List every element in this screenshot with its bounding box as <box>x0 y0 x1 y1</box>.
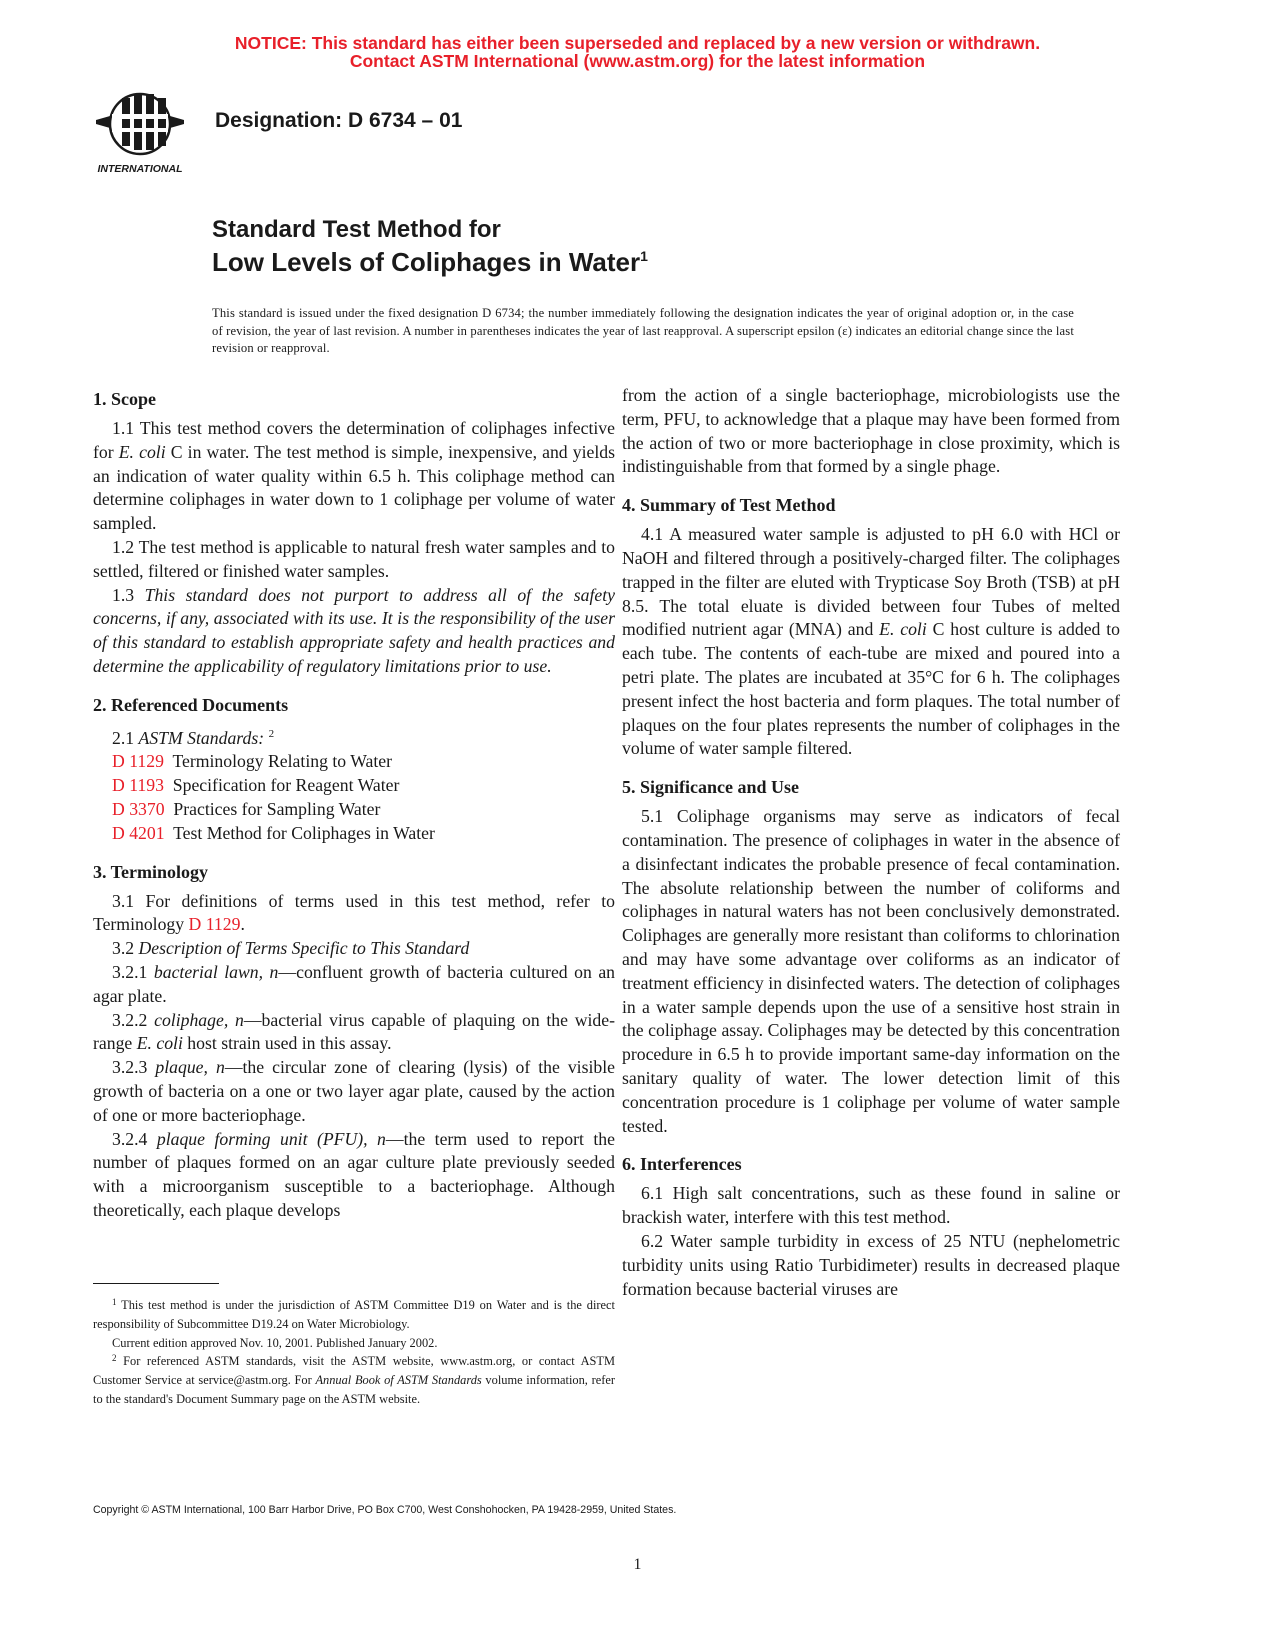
reference-item: D 1129 Terminology Relating to Water <box>112 751 392 772</box>
e-coli-text: E. coli <box>118 441 166 462</box>
footnote-ref-2[interactable]: 2 <box>268 727 275 740</box>
term-pfu-continued: from the action of a single bacteriophage, microbiologists use the term, PFU, to acknowledge that a plaque may have been formed from the action of two or more bacteriophage in close proximity, which is indistinguishable from that formed by a single phage. <box>622 385 1120 477</box>
paragraph-2-1: 2.1 ASTM Standards: $^2$ <box>112 727 275 748</box>
footnote-1: $^1$ This test method is under the jurisdiction of ASTM Committee D19 on Water and is the direct responsibility of Subcommittee D19.24 on Water Microbiology. <box>93 1297 615 1331</box>
reference-item: D 1193 Specification for Reagent Water <box>112 775 400 796</box>
reference-link[interactable]: D 4201 <box>112 822 165 843</box>
title-line-2 <box>212 246 648 278</box>
section-heading-scope: 1. Scope <box>93 389 156 409</box>
logo-wordmark: INTERNATIONAL <box>97 163 183 175</box>
section-heading-interferences: 6. Interferences <box>622 1154 742 1175</box>
notice-line-1: NOTICE: This standard has either been superseded and replaced by a new version or withdrawn. <box>234 33 1041 53</box>
page-number: 1 <box>633 1556 642 1573</box>
term-plaque: 3.2.3 plaque, n—the circular zone of clearing (lysis) of the visible growth of bacteria on a one or two layer agar plate, caused by the action of one or more bacteriophage. <box>93 1057 616 1125</box>
reference-item: D 3370 Practices for Sampling Water <box>112 799 381 820</box>
section-heading-terminology: 3. Terminology <box>93 861 209 882</box>
footnote-2: $^2$ For referenced ASTM standards, visit the ASTM website, www.astm.org, or contact ASTM Customer Service at service@astm.org. For Annual Book of ASTM Standards volume information, refer to the standard's Document Summary page on the ASTM website. <box>93 1353 615 1406</box>
footnote-divider <box>93 1283 219 1284</box>
section-heading-summary: 4. Summary of Test Method <box>622 495 836 516</box>
reference-link[interactable]: D 1129 <box>188 914 241 935</box>
right-column <box>622 384 1120 1301</box>
designation: Designation: D 6734 – 01 <box>215 109 463 132</box>
section-heading-referenced-documents: 2. Referenced Documents <box>93 694 289 715</box>
reference-link[interactable]: D 1129 <box>112 751 164 772</box>
paragraph-1-1: 1.1 This test method covers the determination of coliphages infective for E. coli C in water. The test method is simple, inexpensive, and yields an indication of water quality within 6.5 h. This coliphage method can determine coliphages in water down to 1 coliphage per volume of water sampled. <box>93 418 616 534</box>
paragraph-1-2: 1.2 The test method is applicable to natural fresh water samples and to settled, filtered or finished water samples. <box>93 536 615 581</box>
copyright-notice: Copyright © ASTM International, 100 Barr Harbor Drive, PO Box C700, West Conshohocken, PA 19428-2959, United States. <box>93 1504 677 1516</box>
footnote-1-edition: Current edition approved Nov. 10, 2001. Published January 2002. <box>112 1335 438 1350</box>
reference-link[interactable]: D 1193 <box>112 775 164 796</box>
paragraph-6-1: 6.1 High salt concentrations, such as these found in saline or brackish water, interfere with this test method. <box>622 1183 1120 1228</box>
term-pfu: 3.2.4 plaque forming unit (PFU), n—the term used to report the number of plaques formed on an agar culture plate previously seeded with a microorganism susceptible to a bacteriophage. Although theoretically, each plaque develops <box>93 1128 615 1220</box>
left-column <box>93 387 615 1223</box>
term-bacterial-lawn: 3.2.1 bacterial lawn, n—confluent growth of bacteria cultured on an agar plate. <box>93 962 616 1006</box>
title-footnote-ref[interactable]: 1 <box>640 248 648 264</box>
reference-item: D 4201 Test Method for Coliphages in Water <box>112 822 435 843</box>
notice-line-2: Contact ASTM International (www.astm.org) for the latest information <box>349 51 926 71</box>
paragraph-1-3: 1.3 This standard does not purport to address all of the safety concerns, if any, associated with its use. It is the responsibility of the user of this standard to establish appropriate safety and health practices and determine the applicability of regulatory limitations prior to use. <box>93 584 615 676</box>
title-line-1: Standard Test Method for <box>212 216 501 243</box>
section-heading-significance: 5. Significance and Use <box>622 777 800 798</box>
paragraph-4-1: 4.1 A measured water sample is adjusted to pH 6.0 with HCl or NaOH and filtered through a positively-charged filter. The coliphages trapped in the filter are eluted with Trypticase Soy Broth (TSB) at pH 8.5. The total eluate is divided between four Tubes of melted modified nutrient agar (MNA) and E. coli C host culture is added to each tube. The contents of each-tube are mixed and poured into a petri plate. The plates are incubated at 35°C for 6 h. The coliphages present infect the host bacteria and form plaques. The total number of plaques on the four plates represents the number of coliphages in the volume of water sample filtered. <box>622 524 1121 759</box>
astm-logo <box>92 84 202 184</box>
paragraph-6-2: 6.2 Water sample turbidity in excess of 25 NTU (nephelometric turbidity units using Ratio Turbidimeter) results in decreased plaque formation because bacterial viruses are <box>622 1230 1120 1299</box>
term-coliphage: 3.2.2 coliphage, n—bacterial virus capable of plaquing on the wide-range E. coli host strain used in this assay. <box>93 1009 615 1054</box>
title-line-2-text: Low Levels of Coliphages in Water <box>212 247 641 277</box>
paragraph-3-2: 3.2 Description of Terms Specific to This Standard <box>112 938 470 959</box>
reference-link[interactable]: D 3370 <box>112 799 165 820</box>
footnotes <box>93 1296 615 1409</box>
astm-logo-icon <box>92 84 202 184</box>
paragraph-3-1: 3.1 For definitions of terms used in this test method, refer to Terminology D 1129. <box>93 890 615 935</box>
referenced-documents-list <box>93 723 615 846</box>
document-title <box>212 214 648 278</box>
paragraph-5-1: 5.1 Coliphage organisms may serve as indicators of fecal contamination. The presence of coliphages in water in the absence of a disinfectant indicates the probable presence of fecal contamination. The absolute relationship between the number of coliforms and coliphages in natural waters has not been conclusively demonstrated. Coliphages are generally more resistant than coliforms to chlorination and may have some advantage over coliforms as an indicator of treatment efficiency in disinfected waters. The detection of coliphages in a water sample depends upon the use of a sensitive host strain in the coliphage assay. Coliphages may be detected by this concentration procedure in 6.5 h to provide important same-day information on the sanitary quality of water. The lower detection limit of this concentration procedure is 1 coliphage per volume of water sample tested. <box>622 806 1120 1136</box>
intro-note: This standard is issued under the fixed designation D 6734; the number immediately following the designation indicates the year of original adoption or, in the case of revision, the year of last revision. A number in parentheses indicates the year of last reapproval. A superscript epsilon (ε) indicates an editorial change since the last revision or reapproval. <box>212 306 1074 355</box>
